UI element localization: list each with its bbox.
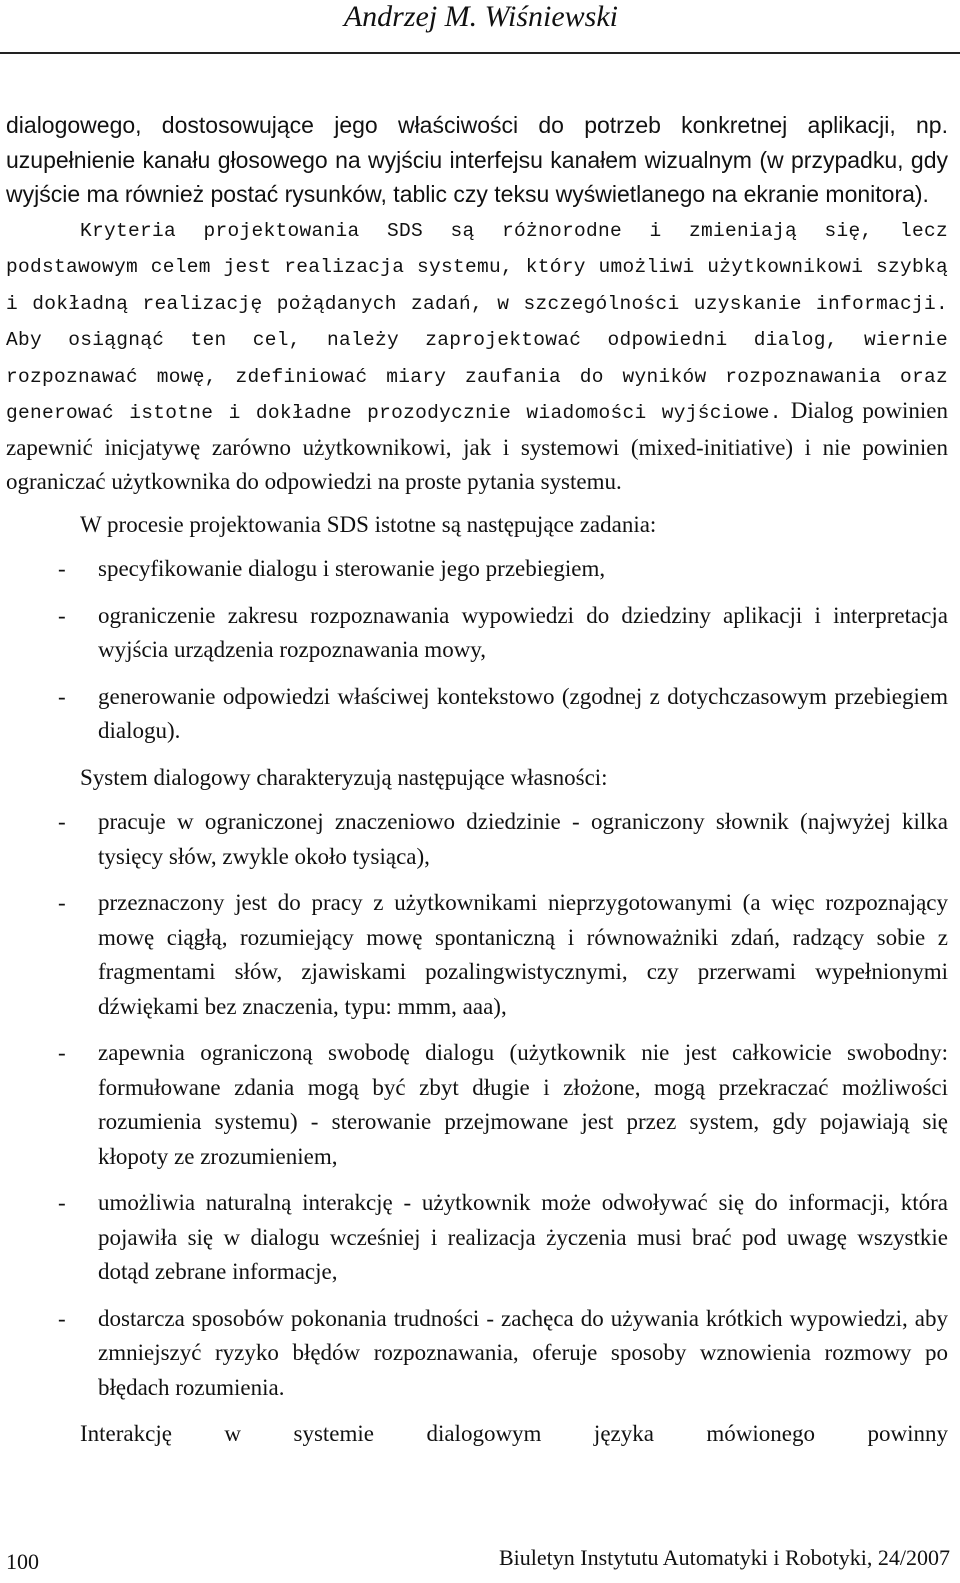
list-item-text: dostarcza sposobów pokonania trudności - zachęca do używania krótkich wypowiedzi, aby zmniejszyć ryzyko błędów rozpoznawania, oferuje sposoby wznowienia rozmowy po błędach rozumienia. xyxy=(98,1305,948,1400)
list-item xyxy=(6,1036,948,1174)
properties-list xyxy=(6,805,948,1405)
list-item xyxy=(6,552,948,587)
list-item-text: przeznaczony jest do pracy z użytkownikami nieprzygotowanymi (a więc rozpoznający mowę ciągłą, rozumiejący mowę spontaniczną i równoważniki zdań, radzący sobie z fragmentami słów, zjawiskami pozalingwistycznymi, czy przerwami wypełnionymi dźwiękami bez znaczenia, typu: mmm, aaa), xyxy=(98,890,948,1019)
list-item-text: umożliwia naturalną interakcję - użytkownik może odwoływać się do informacji, która pojawiła się w dialogu wcześniej i realizacja życzenia musi brać pod uwagę wszystkie dotąd zebrane informacje, xyxy=(98,1190,948,1284)
list-item xyxy=(6,805,948,874)
dash-marker: - xyxy=(58,602,66,628)
list-item-text: generowanie odpowiedzi właściwej kontekstowo (zgodnej z dotychczasowym przebiegiem dialogu). xyxy=(98,683,948,743)
dash-marker: - xyxy=(58,556,66,581)
dash-marker: - xyxy=(58,809,66,834)
list1-lead: W procesie projektowania SDS istotne są następujące zadania: xyxy=(80,511,657,537)
page-header xyxy=(0,0,960,54)
list-item-text: zapewnia ograniczoną swobodę dialogu (użytkownik nie jest całkowicie swobodny: formułowane zdania mogą być zbyt długie i złożone, mogą przekraczać możliwości rozumienia systemu) - sterowanie przejmowane jest przez system, gdy pojawiają się kłopoty ze zrozumieniem, xyxy=(98,1040,948,1169)
page-footer xyxy=(0,1535,960,1583)
paragraph-criteria xyxy=(6,212,948,500)
journal-citation: Biuletyn Instytutu Automatyki i Robotyki, 24/2007 xyxy=(498,1545,950,1570)
list-item xyxy=(6,1302,948,1406)
list-item xyxy=(6,599,948,668)
page-body xyxy=(6,108,948,1462)
running-head-author: Andrzej M. Wiśniewski xyxy=(343,0,618,33)
dash-marker: - xyxy=(58,890,66,915)
dash-marker: - xyxy=(58,1305,66,1331)
paragraph-closing: Interakcję w systemie dialogowym języka mówionego powinny xyxy=(80,1421,948,1446)
list-item xyxy=(6,680,948,749)
paragraph-criteria-part3: Dialog powinien zapewnić inicjatywę zarówno użytkownikowi, jak i systemowi (mixed-initiative) i nie powinien ograniczać użytkownika do odpowiedzi na proste pytania systemu. xyxy=(6,398,948,494)
dash-marker: - xyxy=(58,683,66,709)
list-item xyxy=(6,1186,948,1290)
tasks-list xyxy=(6,552,948,749)
list2-lead: System dialogowy charakteryzują następujące własności: xyxy=(80,764,608,790)
list-item-text: pracuje w ograniczonej znaczeniowo dziedzinie - ograniczony słownik (najwyżej kilka tysięcy słów, zwykle około tysiąca), xyxy=(98,809,948,869)
page-number: 100 xyxy=(6,1549,39,1574)
dash-marker: - xyxy=(58,1190,66,1215)
dash-marker: - xyxy=(58,1040,66,1065)
paragraph-continuation: dialogowego, dostosowujące jego właściwości do potrzeb konkretnej aplikacji, np. uzupełnienie kanału głosowego na wyjściu interfejsu kanałem wizualnym (w przypadku, gdy wyjście ma również postać rysunków, tablic czy teksu wyświetlanego na ekranie monitora). xyxy=(6,112,948,207)
list-item xyxy=(6,886,948,1024)
paragraph-criteria-part2: Aby osiągnąć ten cel, należy zaprojektować odpowiedni dialog, wiernie rozpoznawać mowę, zdefiniować miary zaufania do wyników rozpoznawania oraz generować istotne i dokładne prozodycznie wiadomości wyjściowe. xyxy=(6,329,948,424)
paragraph-criteria-part1: Kryteria projektowania SDS są różnorodne i zmieniają się, lecz podstawowym celem jest realizacja systemu, który umożliwi użytkownikowi szybką i dokładną realizację pożądanych zadań, w szczególności uzyskanie informacji. xyxy=(6,219,948,315)
list-item-text: specyfikowanie dialogu i sterowanie jego przebiegiem, xyxy=(98,556,606,581)
list-item-text: ograniczenie zakresu rozpoznawania wypowiedzi do dziedziny aplikacji i interpretacja wyjścia urządzenia rozpoznawania mowy, xyxy=(98,602,948,662)
